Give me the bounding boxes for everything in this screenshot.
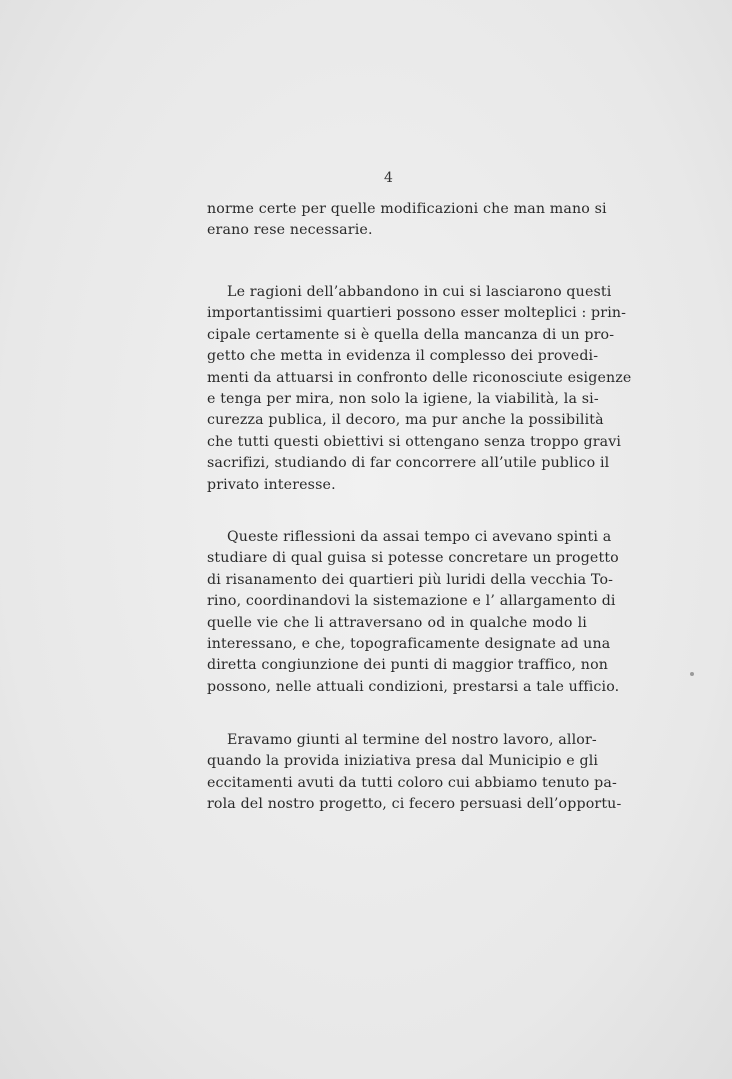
text-line: e tenga per mira, non solo la igiene, la viabilità, la si- xyxy=(207,391,599,408)
text-line: diretta congiunzione dei punti di maggior traffico, non xyxy=(207,657,609,674)
text-line: eccitamenti avuti da tutti coloro cui abbiamo tenuto pa- xyxy=(207,774,617,791)
text-line: menti da attuarsi in confronto delle riconosciute esigenze xyxy=(207,369,632,386)
text-line: quando la provida iniziativa presa dal Municipio e gli xyxy=(207,753,599,770)
text-line: che tutti questi obiettivi si ottengano senza troppo gravi xyxy=(207,433,622,450)
paragraph-2 xyxy=(207,282,632,496)
paragraph-3 xyxy=(207,527,620,698)
text-line: Eravamo giunti al termine del nostro lavoro, allor- xyxy=(227,732,597,748)
text-line: studiare di qual guisa si potesse concretare un progetto xyxy=(207,550,619,567)
text-line: interessano, e che, topograficamente designate ad una xyxy=(207,636,611,653)
text-line: Queste riflessioni da assai tempo ci avevano spinti a xyxy=(227,529,612,545)
paragraph-4 xyxy=(207,730,622,816)
page-number: 4 xyxy=(384,170,393,186)
text-line: quelle vie che li attraversano od in qualche modo li xyxy=(207,614,587,631)
paragraph-1 xyxy=(207,199,607,242)
text-line: privato interesse. xyxy=(207,476,336,493)
text-line: rola del nostro progetto, ci fecero persuasi dell’opportu- xyxy=(207,796,622,813)
text-line: Le ragioni dell’abbandono in cui si lasciarono questi xyxy=(227,284,612,300)
text-line: curezza publica, il decoro, ma pur anche la possibilità xyxy=(207,412,604,429)
text-line: erano rese necessarie. xyxy=(207,222,373,239)
text-line: norme certe per quelle modificazioni che man mano si xyxy=(207,201,607,217)
text-line: rino, coordinandovi la sistemazione e l’ allargamento di xyxy=(207,593,616,610)
text-line: cipale certamente si è quella della mancanza di un pro- xyxy=(207,326,615,343)
text-line: getto che metta in evidenza il complesso dei provedi- xyxy=(207,348,599,365)
text-line: importantissimi quartieri possono esser molteplici : prin- xyxy=(207,305,627,322)
text-line: possono, nelle attuali condizioni, prestarsi a tale ufficio. xyxy=(207,678,620,695)
text-line: sacrifizi, studiando di far concorrere all’utile publico il xyxy=(207,455,610,472)
paper-speck xyxy=(690,672,694,676)
text-line: di risanamento dei quartieri più luridi della vecchia To- xyxy=(207,571,614,588)
